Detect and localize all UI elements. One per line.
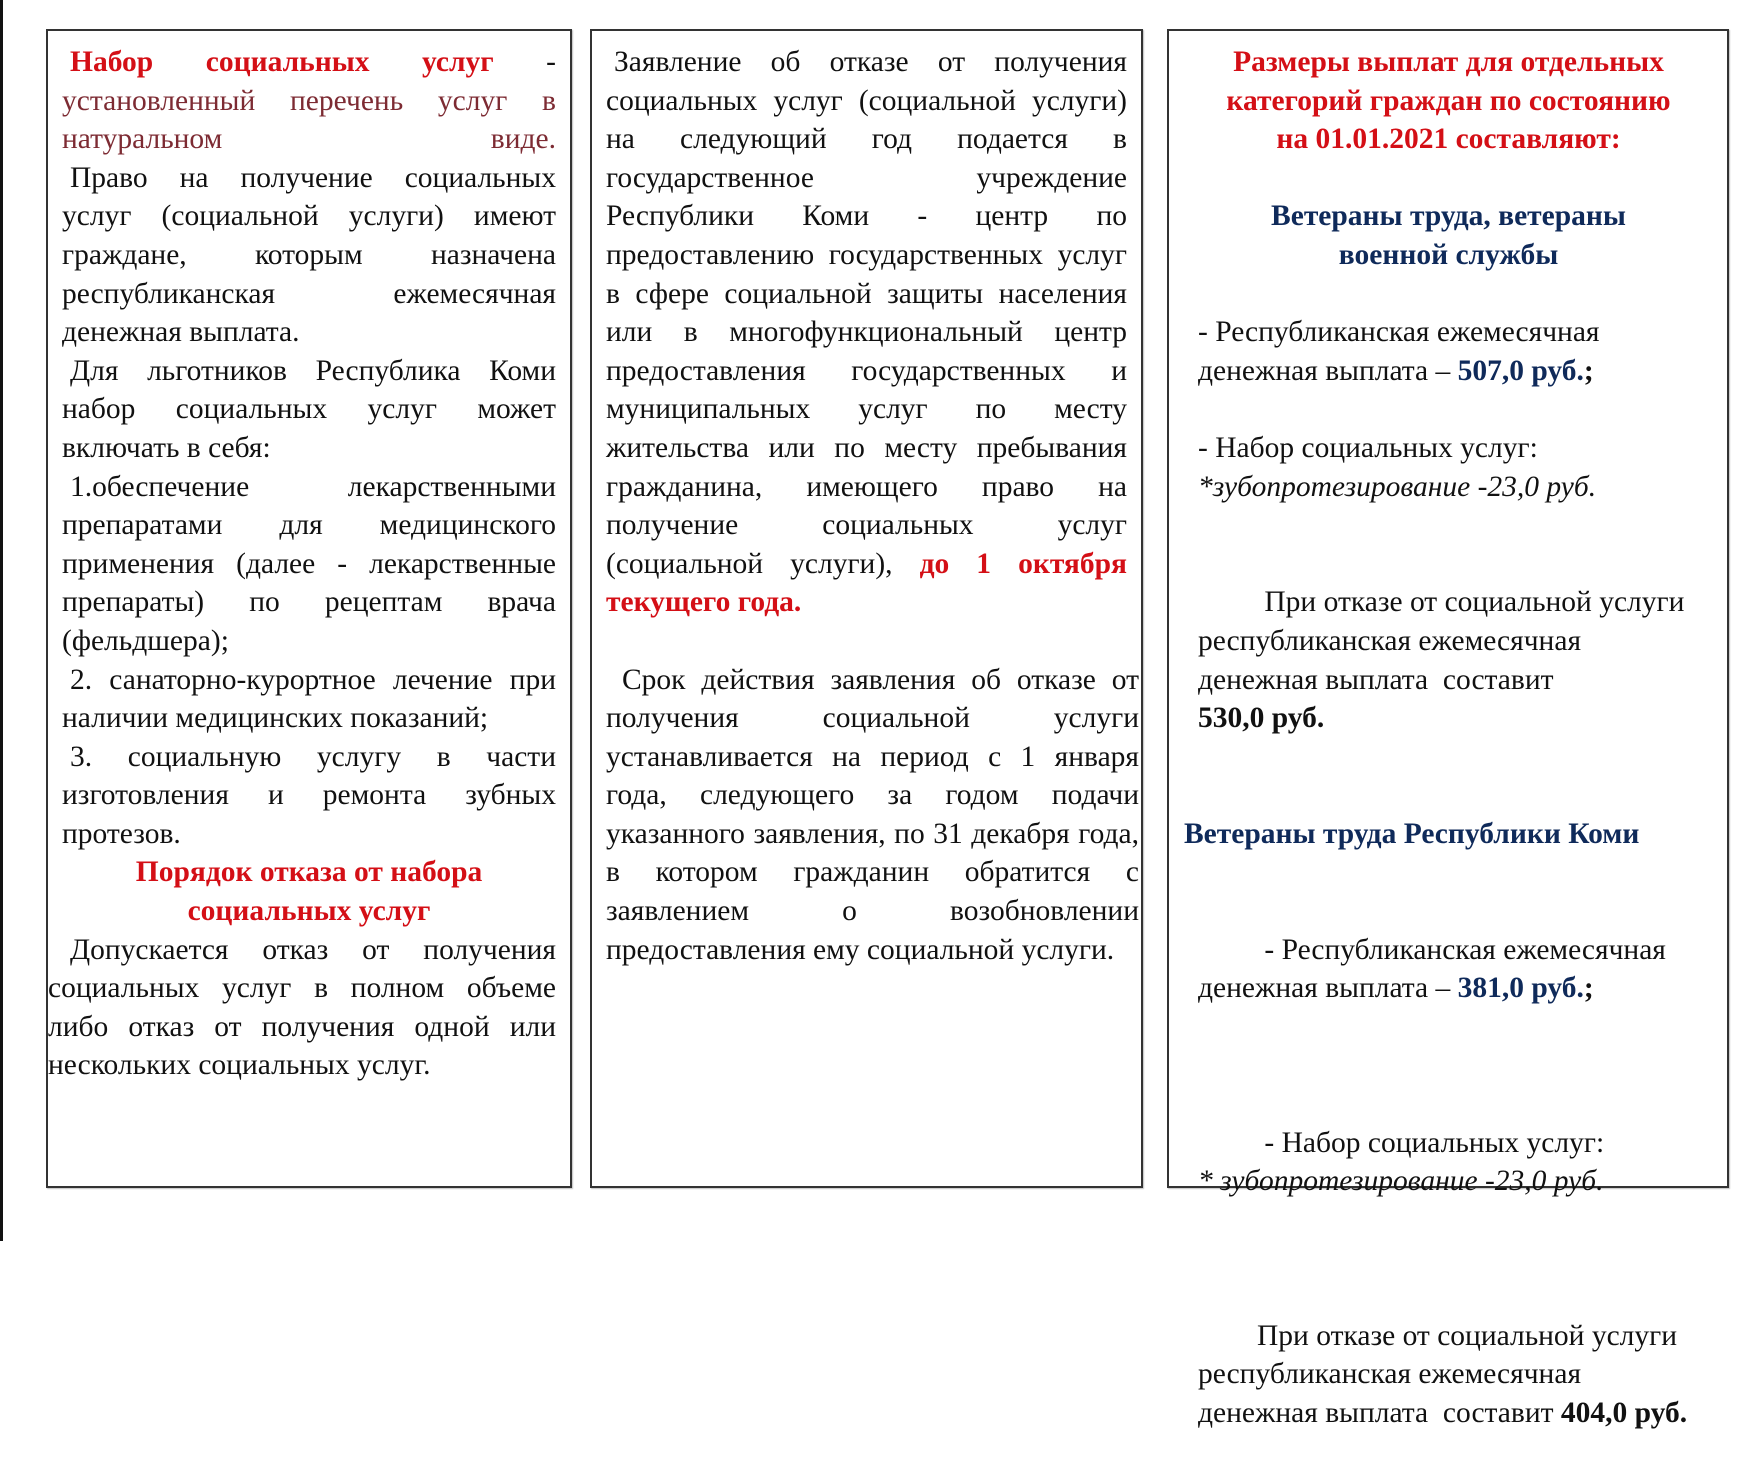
payments-title bbox=[1178, 43, 1719, 159]
spacer bbox=[1198, 1046, 1719, 1085]
monthly-payment-label: - Республиканская ежемесячная bbox=[1257, 933, 1666, 966]
list-item-medicines: 1.обеспечение лекарственными препаратами для медицинского применения (далее - лекарственные препараты) по рецептам врача (фельдшера); bbox=[62, 470, 556, 657]
spacer bbox=[1198, 390, 1719, 429]
monthly-payment-amount: 507,0 руб. bbox=[1457, 354, 1584, 387]
refusal-payment-line3: денежная выплата составит bbox=[1198, 1396, 1561, 1429]
category-heading: Ветераны труда Республики Коми bbox=[1184, 817, 1640, 850]
monthly-payment-suffix: ; bbox=[1583, 354, 1594, 387]
payments-title-line2: категорий граждан по состоянию bbox=[1226, 84, 1671, 117]
services-set-label: - Набор социальных услуг: bbox=[1198, 431, 1538, 464]
term-definition: установленный перечень услуг в натуральном виде. bbox=[62, 84, 556, 156]
refusal-payment bbox=[1198, 1278, 1719, 1471]
services-set bbox=[1198, 429, 1719, 506]
refusal-payment-line1: При отказе от социальной услуги bbox=[1257, 586, 1685, 619]
monthly-payment-suffix: ; bbox=[1583, 972, 1594, 1005]
refusal-payment-amount: 404,0 руб. bbox=[1560, 1396, 1688, 1429]
refusal-payment-line2: республиканская ежемесячная bbox=[1198, 1358, 1582, 1391]
refusal-heading-line2: социальных услуг bbox=[187, 895, 431, 928]
panel-social-services bbox=[46, 29, 572, 1188]
list-item-dentures: 3. социальную услугу в части изготовления и ремонта зубных протезов. bbox=[62, 740, 556, 850]
category-heading-line1: Ветераны труда, ветераны bbox=[1271, 200, 1626, 233]
monthly-payment-label2: денежная выплата – bbox=[1198, 354, 1458, 387]
monthly-payment bbox=[1198, 313, 1719, 390]
validity-paragraph: Срок действия заявления об отказе от получения социальной услуги устанавливается на период с 1 января года, следующего за годом подачи указанного заявления, по 31 декабря года, в котором гражданин обратится с заявлением о возобновлении предоставления ему социальной услуги. bbox=[606, 663, 1139, 966]
panel-application bbox=[590, 29, 1143, 1188]
spacer bbox=[1198, 275, 1719, 314]
category-heading bbox=[1178, 197, 1719, 274]
application-paragraph bbox=[606, 43, 1127, 622]
payments-title-line1: Размеры выплат для отдельных bbox=[1233, 46, 1664, 78]
spacer bbox=[1198, 776, 1719, 815]
panel-payment-amounts bbox=[1167, 29, 1729, 1429]
spacer bbox=[1198, 853, 1719, 892]
term-dash: - bbox=[493, 46, 556, 78]
services-set-label: - Набор социальных услуг: bbox=[1257, 1126, 1605, 1159]
spacer bbox=[1198, 506, 1719, 545]
refusal-paragraph: Допускается отказ от получения социальных услуг в полном объеме либо отказ от получения одной или нескольких социальных услуг. bbox=[48, 933, 556, 1082]
term-heading: Набор социальных услуг bbox=[70, 46, 494, 78]
spacer bbox=[1198, 1239, 1719, 1278]
refusal-payment-line3: денежная выплата составит bbox=[1198, 663, 1554, 696]
refusal-payment bbox=[1198, 545, 1719, 777]
refusal-payment-amount: 530,0 руб. bbox=[1198, 702, 1325, 735]
refusal-payment-line1: При отказе от социальной услуги bbox=[1257, 1319, 1678, 1352]
category-heading-line2: военной службы bbox=[1338, 238, 1559, 271]
services-set bbox=[1198, 1085, 1719, 1239]
left-edge-bar bbox=[0, 0, 3, 1241]
payments-title-line3: на 01.01.2021 составляют: bbox=[1276, 123, 1621, 156]
services-set-item: * зубопротезирование -23,0 руб. bbox=[1198, 1165, 1604, 1198]
definition-paragraph bbox=[62, 43, 556, 159]
monthly-payment bbox=[1198, 892, 1719, 1046]
refusal-heading bbox=[62, 853, 556, 930]
komi-benefits-paragraph: Для льготников Республика Коми набор социальных услуг может включать в себя: bbox=[62, 354, 556, 464]
category-labour-military-veterans bbox=[1198, 197, 1719, 776]
monthly-payment-label2: денежная выплата – bbox=[1198, 972, 1458, 1005]
eligibility-paragraph: Право на получение социальных услуг (социальной услуги) имеют граждане, которым назначена республиканская ежемесячная денежная выплата. bbox=[62, 161, 556, 349]
refusal-payment-line2: республиканская ежемесячная bbox=[1198, 624, 1582, 657]
spacer bbox=[606, 622, 1127, 661]
deadline-text: до 1 октября текущего года. bbox=[606, 547, 1127, 619]
spacer bbox=[1198, 159, 1719, 198]
application-text: Заявление об отказе от получения социальных услуг (социальной услуги) на следующий год подается в государственное учреждение Республики Коми - центр по предоставлению государственных услуг в сфере социальной защиты населения или в многофункциональный центр предоставления государственных и муниципальных услуг по месту жительства или по месту пребывания гражданина, имеющего право на получение социальных услуг (социальной услуги), bbox=[606, 46, 1127, 580]
monthly-payment-amount: 381,0 руб. bbox=[1457, 972, 1584, 1005]
list-item-sanatorium: 2. санаторно-курортное лечение при наличии медицинских показаний; bbox=[62, 663, 556, 735]
category-komi-labour-veterans bbox=[1184, 815, 1719, 1471]
refusal-heading-line1: Порядок отказа от набора bbox=[135, 856, 483, 889]
monthly-payment-label: - Республиканская ежемесячная bbox=[1198, 316, 1600, 349]
services-set-item: *зубопротезирование -23,0 руб. bbox=[1198, 470, 1597, 503]
